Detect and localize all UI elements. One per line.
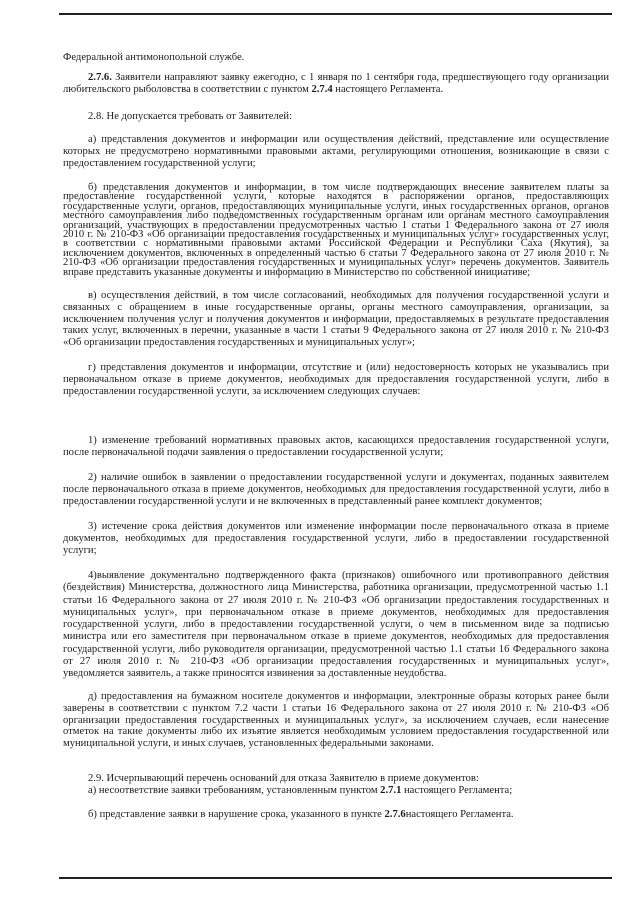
clause-2-8-heading: 2.8. Не допускается требовать от Заявителей: [88,111,293,122]
clause-2-8-item-a: а) представления документов и информации или осуществления действий, представление или осуществление которых не предусмотрено нормативными правовыми актами, регулирующими отношения, возникающие в связи с предоставлением государственной услуги; [63,134,609,169]
ground-text-end: настоящего Регламента; [401,785,513,796]
footer-rule [59,877,612,879]
ground-reference: 2.7.1 [380,785,402,796]
clause-2-7-6 [63,72,609,96]
exception-item-1: 1) изменение требований нормативных правовых актов, касающихся предоставления государственной услуги, после первоначальной подачи заявления о предоставлении государственной услуги; [63,435,609,458]
clause-reference: 2.7.4 [311,83,333,95]
ground-text-end: настоящего Регламента. [405,809,514,820]
continuation-line: Федеральной антимонопольной службе. [63,52,245,63]
ground-text: а) несоответствие заявки требованиям, установленным пунктом [88,785,381,796]
ground-text: б) представление заявки в нарушение срока, указанного в пункте [88,809,385,820]
clause-2-8-item-b: б) представления документов и информации, в том числе подтверждающих внесение заявителем платы за предоставление государственной услуги, которые находятся в распоряжении органов, предоставляющих государственные услуги, органов, предоставляющих муниципальные услуги, иных государственных органов, органов местного самоуправления либо подведомственных государственным органам или органам местного самоуправления организаций, участвующих в предоставлении предусмотренных частью 1 статьи 1 Федерального закона от 27 июля 2010 г. № 210-ФЗ «Об организации предоставления государственных и муниципальных услуг» государственных услуг, в соответствии с нормативными правовыми актами Российской Федерации и Республики Саха (Якутия), за исключением документов, включенных в определенный частью 6 статьи 7 Федерального закона от 27 июля 2010 г. № 210-ФЗ «Об организации предоставления государственных и муниципальных услуг» перечень документов. Заявитель вправе представить указанные документы и информацию в Министерство по собственной инициативе; [63,182,609,278]
exception-item-4: 4)выявление документально подтвержденного факта (признаков) ошибочного или противоправного действия (бездействия) Министерства, должностного лица Министерства, работника организации, предусмотренной частью 1.1 статьи 16 Федерального закона от 27 июля 2010 г. № 210-ФЗ «Об организации предоставления государственных и муниципальных услуг», при первоначальном отказе в приеме документов, необходимых для предоставления государственной услуги, либо в предоставлении государственной услуги, о чем в письменном виде за подписью министра или его заместителя при первоначальном отказе в приеме документов, необходимых для предоставления государственной услуги, либо руководителя организации, предусмотренной частью 1.1 статьи 16 Федерального закона от 27 июля 2010 г. № 210-ФЗ «Об организации предоставления государственных и муниципальных услуг», уведомляется заявитель, а также приносятся извинения за доставленные неудобства. [63,570,609,680]
clause-2-9-heading: 2.9. Исчерпывающий перечень оснований для отказа Заявителю в приеме документов: [88,773,479,784]
clause-2-8-item-v: в) осуществления действий, в том числе согласований, необходимых для получения государственной услуги и связанных с обращением в иные государственные органы, органы местного самоуправления, организации, за исключением получения услуг и получения документов и информации, предоставляемых в результате предоставления таких услуг, включенных в перечни, указанные в части 1 статьи 9 Федерального закона от 27 июля 2010 г. № 210-ФЗ «Об организации предоставления государственных и муниципальных услуг»; [63,290,609,349]
refusal-ground-a [63,785,609,797]
exception-item-3: 3) истечение срока действия документов или изменение информации после первоначального отказа в приеме документов, необходимых для предоставления государственной услуги, либо в предоставлении государственной услуги; [63,521,609,556]
refusal-ground-b [63,809,609,821]
ground-reference: 2.7.6 [384,809,406,820]
exception-item-2: 2) наличие ошибок в заявлении о предоставлении государственной услуги и документах, поданных заявителем после первоначального отказа в приеме документов, необходимых для предоставления государственной услуги, либо в предоставлении государственной услуги и не включенных в представленный ранее комплект документов; [63,472,609,507]
clause-text-end: настоящего Регламента. [332,83,444,95]
header-rule [59,13,612,15]
clause-2-8-item-d: д) предоставления на бумажном носителе документов и информации, электронные образы которых ранее были заверены в соответствии с пунктом 7.2 части 1 статьи 16 Федерального закона от 27 июля 2010 г. № 210-ФЗ «Об организации предоставления государственных и муниципальных услуг», за исключением случаев, если нанесение отметок на такие документы либо их изъятие является необходимым условием предоставления государственной или муниципальной услуги, и иных случаев, установленных федеральными законами. [63,691,609,750]
clause-number: 2.7.6. [88,72,112,83]
clause-2-8-item-g: г) представления документов и информации, отсутствие и (или) недостоверность которых не указывались при первоначальном отказе в приеме документов, необходимых для предоставления государственной услуги, либо в предоставлении государственной услуги, за исключением следующих случаев: [63,362,609,397]
clause-text: Заявители направляют заявку ежегодно, с 1 января по 1 сентября года, предшествующего году организации любительского рыболовства в соответствии с пунктом [63,72,609,95]
